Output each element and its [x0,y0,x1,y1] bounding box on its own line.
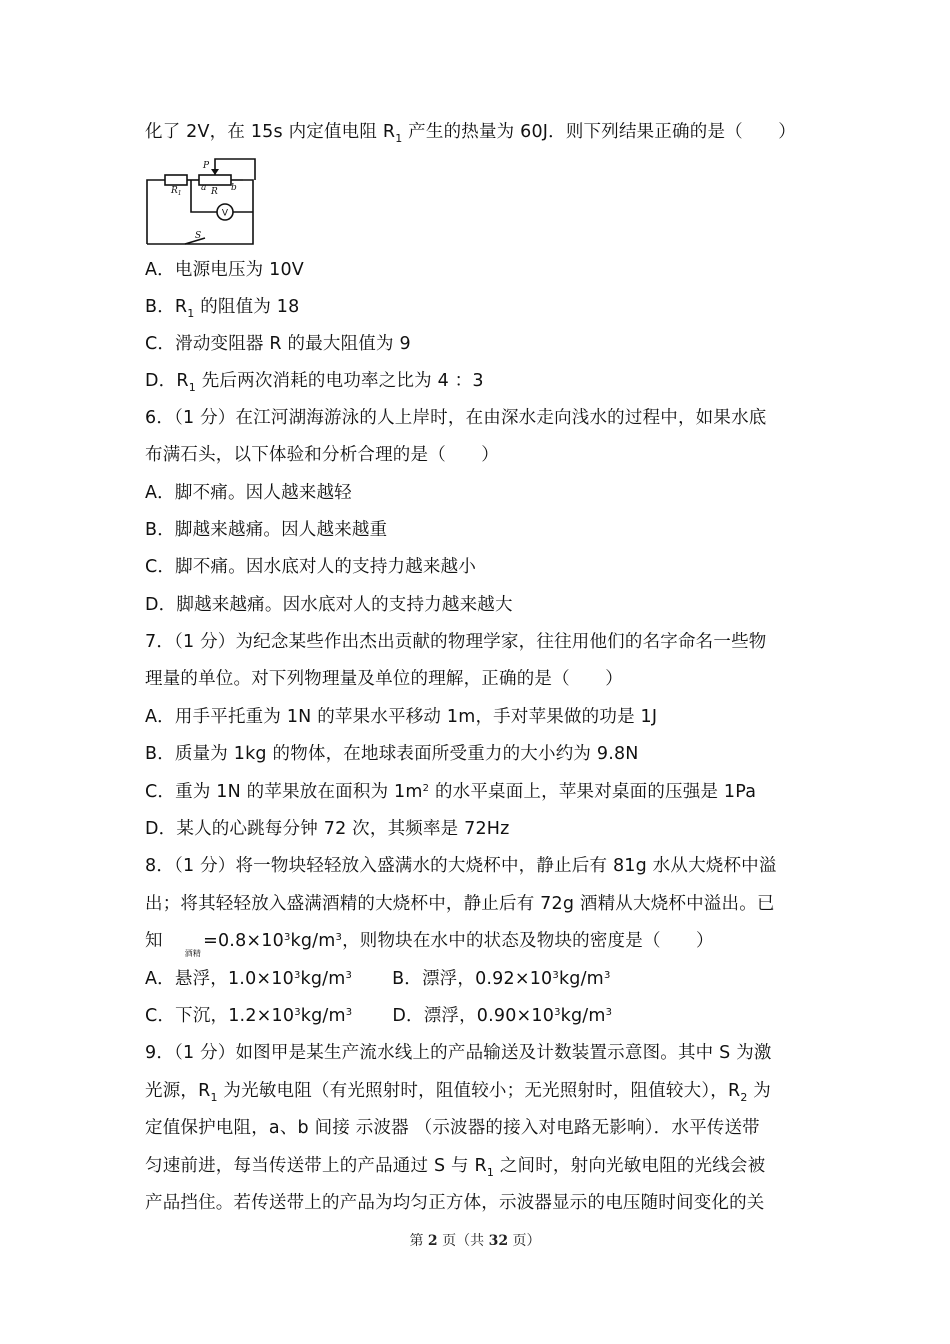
label-b: b [231,183,237,193]
q9-stem-line4: 匀速前进，每当传送带上的产品通过 S 与 $R_1$ 之间时，射向光敏电阻的光线会被 [145,1156,766,1179]
label-r: R [211,187,218,197]
q8-options-ab [145,967,611,991]
q6-option-a: A．脚不痛。因人越来越轻 [145,483,352,503]
q8-option-c: C．下沉，$1.2\times 10^3kg/m^3$ [145,1006,353,1026]
q6-option-d: D．脚越来越痛。因水底对人的支持力越来越大 [145,595,513,615]
q5-option-c: C．滑动变阻器 R 的最大阻值为 9 [145,334,411,354]
q8-stem-line3: 知$_{酒精}=0.8\times 10^3kg/m^3$，则物块在水中的状态及物块的密度是（ ） [145,931,714,958]
q8-options-cd [145,1004,612,1028]
q7-stem-line2: 理量的单位。对下列物理量及单位的理解，正确的是（ ） [145,669,623,689]
q8-stem-line1: 8．（1 分）将一物块轻轻放入盛满水的大烧杯中，静止后有 81g 水从大烧杯中溢 [145,856,777,876]
label-s: S [195,231,202,241]
q9-stem-line3: 定值保护电阻，a、b 间接 示波器 （示波器的接入对电路无影响）．水平传送带 [145,1118,760,1138]
q8-option-b: B．漂浮，$0.92\times 10^3kg/m^3$ [392,969,611,989]
label-a: a [201,183,207,193]
q7-option-d: D．某人的心跳每分钟 72 次，其频率是 72Hz [145,819,510,839]
q9-stem-line5: 产品挡住。若传送带上的产品为均匀正方体，示波器显示的电压随时间变化的关 [145,1193,765,1213]
q6-stem-line2: 布满石头，以下体验和分析合理的是（ ） [145,445,499,465]
label-r1: $R_1$ [171,186,182,197]
circuit-diagram [143,158,265,246]
q5-option-d: D．$R_1$ 先后两次消耗的电功率之比为 4 ：3 [145,371,484,394]
page-footer: 第 2 页（共 32 页） [409,1233,541,1249]
q6-option-b: B．脚越来越痛。因人越来越重 [145,520,388,540]
q8-option-a: A．悬浮，$1.0\times 10^3kg/m^3$ [145,969,353,989]
q7-stem-line1: 7．（1 分）为纪念某些作出杰出贡献的物理学家，往往用他们的名字命名一些物 [145,632,767,652]
page-number: 2 [427,1233,438,1249]
q7-option-c: C．重为 1N 的苹果放在面积为 $1m^2$ 的水平桌面上，苹果对桌面的压强是 1Pa [145,782,757,802]
q9-stem-line2: 光源，$R_1$ 为光敏电阻（有光照射时，阻值较小；无光照射时，阻值较大），$R_2$ 为 [145,1081,772,1104]
q6-option-c: C．脚不痛。因水底对人的支持力越来越小 [145,557,477,577]
q7-option-a: A．用手平托重为 1N 的苹果水平移动 1m，手对苹果做的功是 1J [145,707,658,727]
q5-stem: 化了 2V，在 15s 内定值电阻 $R_1$ 产生的热量为 60J．则下列结果正确的是（ ） [145,122,796,145]
q9-stem-line1: 9．（1 分）如图甲是某生产流水线上的产品输送及计数装置示意图。其中 S 为激 [145,1043,772,1063]
q7-option-b: B．质量为 1kg 的物体，在地球表面所受重力的大小约为 9.8N [145,744,639,764]
label-p: P [203,161,210,171]
q5-option-a: A．电源电压为 10V [145,260,304,280]
q8-option-d: D．漂浮，$0.90\times 10^3kg/m^3$ [392,1006,613,1026]
page-total: 32 [488,1233,509,1249]
q6-stem-line1: 6．（1 分）在江河湖海游泳的人上岸时，在由深水走向浅水的过程中，如果水底 [145,408,767,428]
q8-stem-line2: 出；将其轻轻放入盛满酒精的大烧杯中，静止后有 72g 酒精从大烧杯中溢出。已 [145,894,775,914]
voltmeter-label: V [221,208,229,219]
q5-option-b: B．$R_1$ 的阻值为 18 [145,297,300,320]
